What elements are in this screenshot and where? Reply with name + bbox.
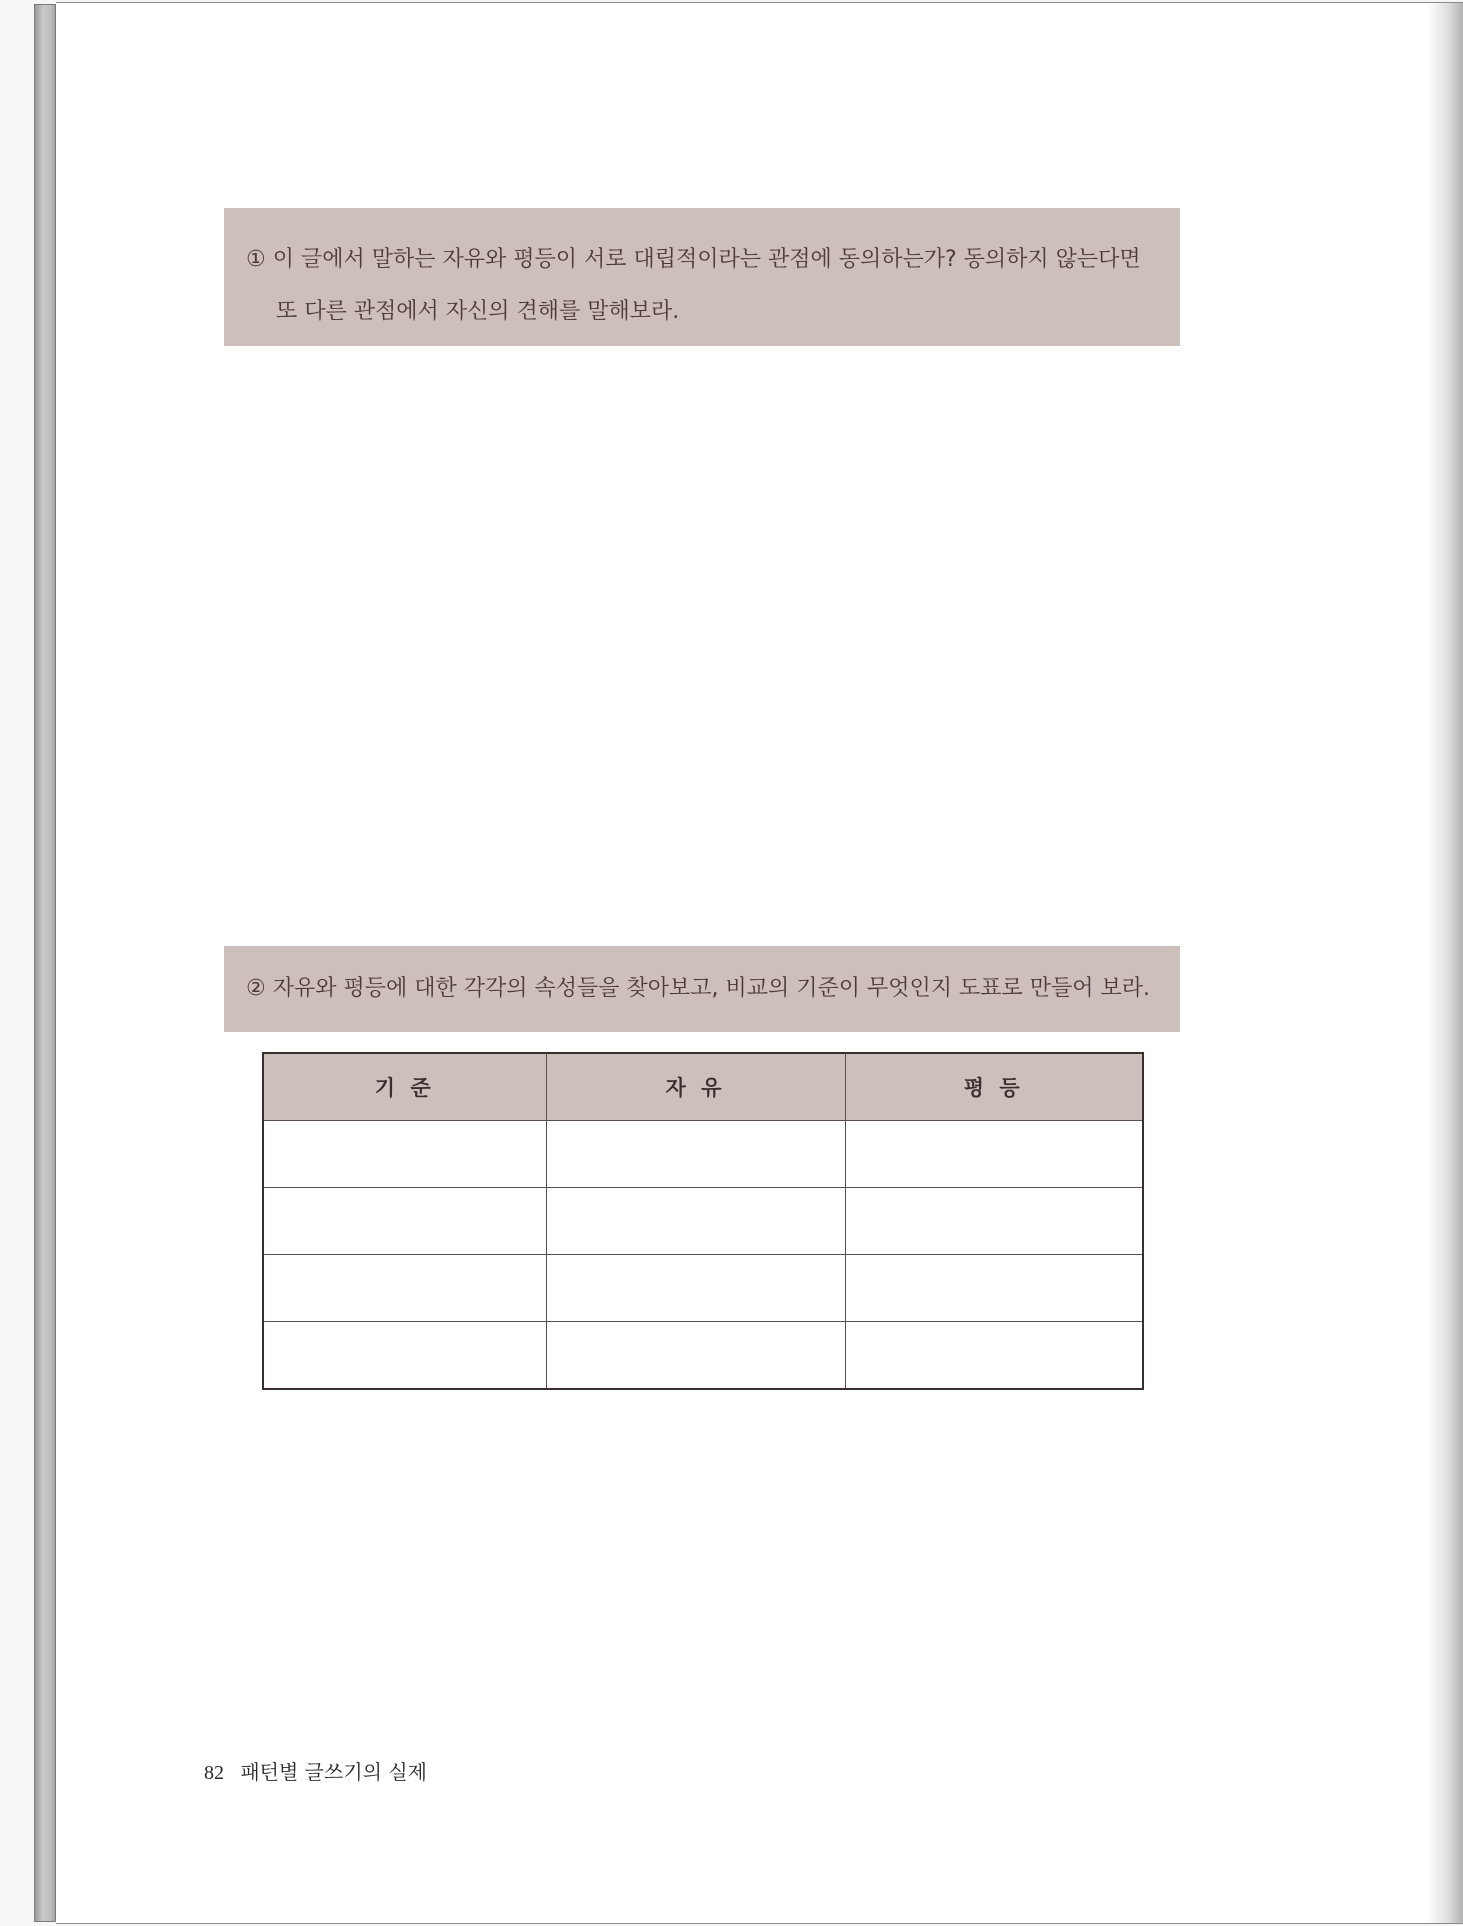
- table-cell[interactable]: [263, 1188, 546, 1255]
- table-cell[interactable]: [845, 1121, 1143, 1188]
- table-cell[interactable]: [263, 1121, 546, 1188]
- table-row: [263, 1121, 1143, 1188]
- book-spine: [34, 4, 56, 1922]
- question-1-line-1: ① 이 글에서 말하는 자유와 평등이 서로 대립적이라는 관점에 동의하는가? 동의하지 않는다면: [246, 247, 1141, 272]
- page-footer: [204, 1756, 427, 1785]
- table-row: [263, 1188, 1143, 1255]
- table-row: [263, 1255, 1143, 1322]
- table-cell[interactable]: [546, 1255, 845, 1322]
- question-2-text: ② 자유와 평등에 대한 각각의 속성들을 찾아보고, 비교의 기준이 무엇인지 도표로 만들어 보라.: [246, 976, 1150, 1001]
- comparison-table-wrapper: [262, 1052, 1142, 1388]
- table-row: [263, 1322, 1143, 1390]
- table-cell[interactable]: [546, 1188, 845, 1255]
- page-number: 82: [204, 1762, 224, 1784]
- table-cell[interactable]: [263, 1322, 546, 1390]
- header-equality: 평 등: [845, 1053, 1143, 1121]
- table-cell[interactable]: [845, 1322, 1143, 1390]
- table-cell[interactable]: [546, 1121, 845, 1188]
- header-criteria: 기 준: [263, 1053, 546, 1121]
- question-2-box: [224, 946, 1180, 1032]
- table-cell[interactable]: [845, 1188, 1143, 1255]
- table-cell[interactable]: [546, 1322, 845, 1390]
- question-1-line-2: 또 다른 관점에서 자신의 견해를 말해보라.: [276, 299, 680, 324]
- page-gutter-shadow: [1427, 3, 1463, 1923]
- comparison-table: [262, 1052, 1144, 1390]
- question-1-box: [224, 208, 1180, 346]
- table-cell[interactable]: [263, 1255, 546, 1322]
- table-header-row: [263, 1053, 1143, 1121]
- book-title: 패턴별 글쓰기의 실제: [240, 1760, 427, 1784]
- table-cell[interactable]: [845, 1255, 1143, 1322]
- header-freedom: 자 유: [546, 1053, 845, 1121]
